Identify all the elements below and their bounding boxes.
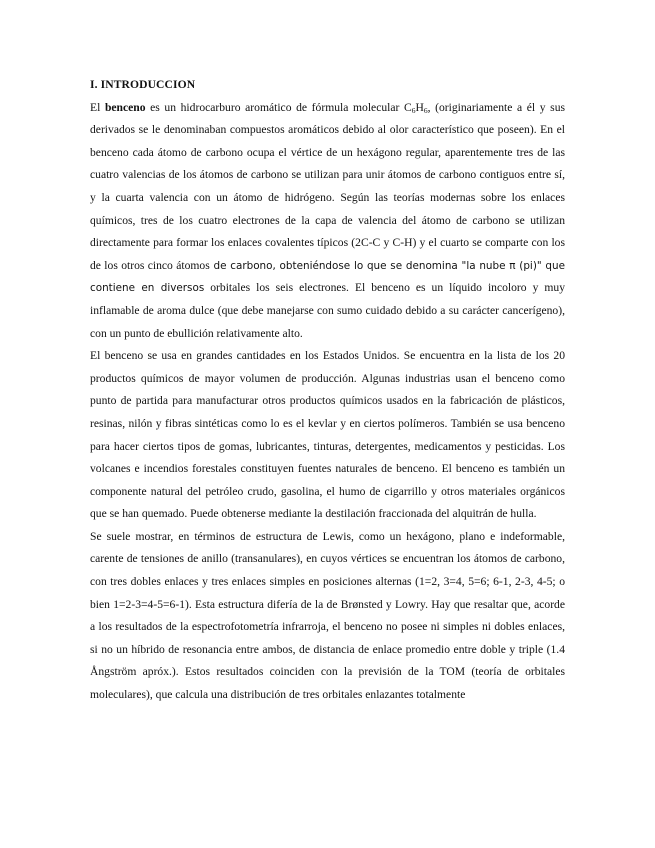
subscript-6b: 6 [423, 105, 428, 115]
subscript-6a: 6 [411, 105, 416, 115]
intro-text-1: El [90, 100, 105, 114]
paragraph-intro [90, 97, 565, 346]
intro-text-2: es un hidrocarburo aromático de fórmula molecular C [145, 100, 412, 114]
intro-text-4: , (originariamente a él y sus derivados se le denominaban compuestos aromáticos debido al olor característico que poseen). En el benceno cada átomo de carbono ocupa el vértice de un hexágono regular, aparentemente tres de las cuatro valencias de los átomos de carbono se utilizan para unir átomos de carbono contiguos entre sí, y la cuarta valencia con un átomo de hidrógeno. Según las teorías modernas sobre los enlaces químicos, tres de los cuatro electrones de la capa de valencia del átomo de carbono se utilizan directamente para formar los enlaces covalentes típicos (2C-C y C-H) y el cuarto se comparte con los de los otros cinco átomos [90, 100, 565, 272]
term-benceno: benceno [104, 100, 146, 114]
document-page [90, 74, 565, 707]
paragraph-uses: El benceno se usa en grandes cantidades en los Estados Unidos. Se encuentra en la lista de los 20 productos químicos de mayor volumen de producción. Algunas industrias usan el benceno como punto de partida para manufacturar otros productos químicos usados en la fabricación de plásticos, resinas, nilón y fibras sintéticas como lo es el kevlar y en ciertos polímeros. También se usa benceno para hacer ciertos tipos de gomas, lubricantes, tinturas, detergentes, medicamentos y pesticidas. Los volcanes e incendios forestales constituyen fuentes naturales de benceno. El benceno es también un componente natural del petróleo crudo, gasolina, el humo de cigarrillo y otros materiales orgánicos que se han quemado. Puede obtenerse mediante la destilación fraccionada del alquitrán de hulla. [90, 349, 565, 521]
section-heading: I. INTRODUCCION [90, 78, 196, 91]
intro-text-6: orbitales los seis electrones. El benceno es un líquido incoloro y muy inflamable de aroma dulce (que debe manejarse con sumo cuidado debido a su carácter cancerígeno), con un punto de ebullición relativamente alto. [90, 281, 565, 340]
paragraph-structure: Se suele mostrar, en términos de estructura de Lewis, como un hexágono, plano e indeformable, carente de tensiones de anillo (transanulares), en cuyos vértices se encuentran los átomos de carbono, con tres dobles enlaces y tres enlaces simples en posiciones alternas (1=2, 3=4, 5=6; 6-1, 2-3, 4-5; o bien 1=2-3=4-5=6-1). Esta estructura difería de la de Brønsted y Lowry. Hay que resaltar que, acorde a los resultados de la espectrofotometría infrarroja, el benceno no posee ni simples ni dobles enlaces, si no un híbrido de resonancia entre ambos, de distancia de enlace promedio entre doble y triple (1.4 Ångström apróx.). Estos resultados coinciden con la previsión de la TOM (teoría de orbitales moleculares), que calcula una distribución de tres orbitales enlazantes totalmente [90, 529, 565, 702]
intro-text-pi-cloud: de carbono, obteniéndose lo que se denomina "la nube π (pi)" que contiene en diversos [90, 259, 565, 295]
intro-text-3: H [415, 100, 424, 114]
